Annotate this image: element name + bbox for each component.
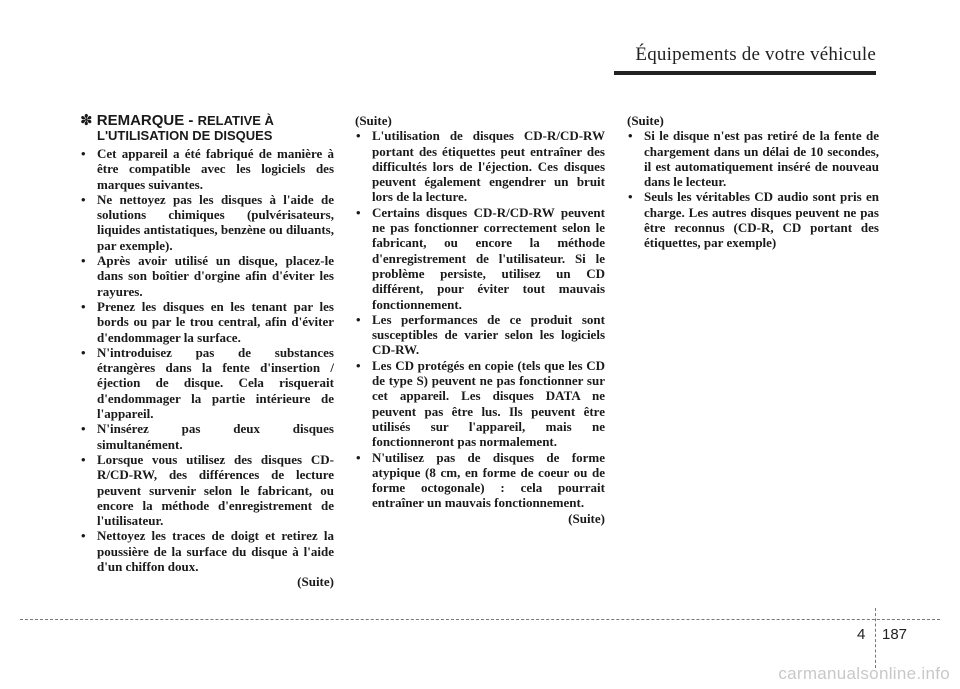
- suite-continued-label: (Suite): [568, 510, 605, 526]
- list-item: • Seuls les véritables CD audio sont pris en charge. Les autres disques peuvent ne pas être reconnus (CD-R, CD portant des étiquettes, par exemple): [627, 189, 879, 250]
- remark-title-main: REMARQUE -: [96, 112, 194, 129]
- column-3: [627, 113, 879, 251]
- suite-continuation-label: (Suite): [355, 113, 392, 128]
- list-item: • L'utilisation de disques CD-R/CD-RW portant des étiquettes peut entraîner des difficultés lors de l'éjection. Ces disques peuvent également engendrer un bruit lors de la lecture.: [355, 128, 605, 204]
- remark-title-line2: L'UTILISATION DE DISQUES: [97, 128, 273, 143]
- list-item: • Nettoyez les traces de doigt et retirez la poussière de la surface du disque à l'aide d'un chiffon doux.: [80, 528, 334, 574]
- list-item: • N'insérez pas deux disques simultanément.: [80, 421, 334, 452]
- col2-bullet-list: [355, 128, 605, 510]
- footer-dashed-rule: [20, 619, 940, 620]
- footer-vertical-divider: [875, 608, 876, 668]
- page-number: 187: [882, 626, 908, 643]
- section-title: Équipements de votre véhicule: [635, 44, 876, 65]
- remark-heading: [80, 113, 334, 143]
- list-item: • Ne nettoyez pas les disques à l'aide de solutions chimiques (pulvérisateurs, liquides antistatiques, benzène ou diluants, par exemple).: [80, 192, 334, 253]
- list-item: • Après avoir utilisé un disque, placez-le dans son boîtier d'orgine afin d'éviter les rayures.: [80, 253, 334, 299]
- suite-continued-label: (Suite): [297, 574, 334, 590]
- col3-bullet-list: [627, 128, 879, 250]
- list-item: • N'utilisez pas de disques de forme atypique (8 cm, en forme de coeur ou de forme octogonale) : cela pourrait entraîner un mauvais fonctionnement.: [355, 450, 605, 511]
- watermark: carmanualsonline.info: [778, 664, 950, 683]
- list-item: • Si le disque n'est pas retiré de la fente de chargement dans un délai de 10 secondes, il est automatiquement inséré de nouveau dans le lecteur.: [627, 128, 879, 189]
- list-item: • Certains disques CD-R/CD-RW peuvent ne pas fonctionner correctement selon le fabricant, ou encore la méthode d'enregistrement de l'utilisateur. Si le problème persiste, utilisez un CD différent, pour éviter tout mauvais fonctionnement.: [355, 205, 605, 312]
- column-1: [80, 113, 334, 590]
- list-item: • Les performances de ce produit sont susceptibles de varier selon les logiciels CD-RW.: [355, 312, 605, 358]
- chapter-number: 4: [857, 626, 866, 643]
- remark-star-icon: ✽: [80, 112, 93, 129]
- header-rule: [614, 71, 876, 75]
- list-item: • Les CD protégés en copie (tels que les CD de type S) peuvent ne pas fonctionner sur cet appareil. Les disques DATA ne peuvent pas être lus. Ils peuvent être utilisés sur l'appareil, mais ne fonctionneront pas normalement.: [355, 358, 605, 450]
- suite-continuation-label: (Suite): [627, 113, 664, 128]
- remark-title-rest: RELATIVE À: [197, 113, 274, 128]
- list-item: • Cet appareil a été fabriqué de manière à être compatible avec les logiciels des marques suivantes.: [80, 146, 334, 192]
- col1-bullet-list: [80, 146, 334, 574]
- list-item: • Prenez les disques en les tenant par les bords ou par le trou central, afin d'éviter d'endommager la surface.: [80, 299, 334, 345]
- column-2: [355, 113, 605, 526]
- list-item: • Lorsque vous utilisez des disques CD-R/CD-RW, des différences de lecture peuvent survenir selon le fabricant, ou encore la méthode d'enregistrement de l'utilisateur.: [80, 452, 334, 528]
- list-item: • N'introduisez pas de substances étrangères dans la fente d'insertion / éjection de disque. Cela risquerait d'endommager la partie intérieure de l'appareil.: [80, 345, 334, 421]
